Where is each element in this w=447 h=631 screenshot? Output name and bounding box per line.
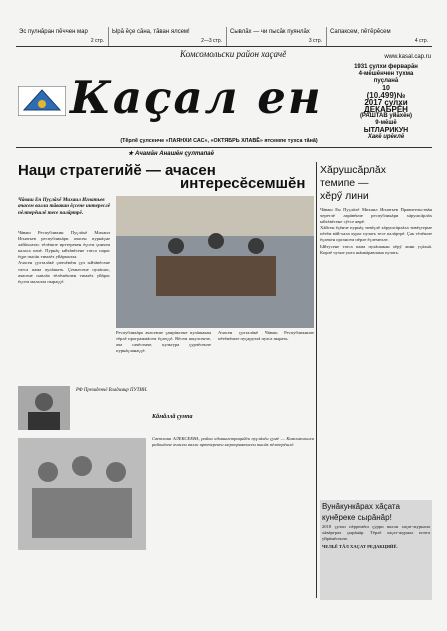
main-column-3 [218,330,314,385]
main-headline-part2: интересĕсемшĕн [180,175,306,192]
subscription-headline-1: Вунăкункăрах хăçата [322,502,400,511]
newspaper-subtitle: Комсомольски район хаçачĕ [180,49,287,59]
issue-number: 10 [382,85,390,92]
sidebar-headline-2: темипе — [320,177,369,189]
teaser-page: 4 стр. [414,38,428,44]
paragraph: Чăваш Ен Пуçлăхĕ Михаил Игнатьев Правительствăн черетлĕ ларăвĕнче республикăри хăрушсăрлăх ыйтăвĕсене сӳтсе яврĕ. [320,207,432,225]
president-caption: РФ Президенчĕ Владимир ПУТИН. [76,388,148,393]
article-lead: Чăваш Ен Пуçлăхĕ Михаил Игнатьев ачасем валли тăвакан ĕçсене интереслĕ пĕлтерĕшлĕ тесе палăртрĕ. [18,197,111,216]
issue-line: 2017 çулхи [364,98,408,107]
issue-line: 9-мĕшĕ [375,120,397,126]
teaser-3[interactable] [227,27,327,46]
teaser-text: Ырă ĕçе сăна, тăван ялсем! [112,29,190,35]
teaser-4[interactable] [327,27,432,46]
teaser-text: Сывлăх — чи пысăк пуянлăх [230,29,310,35]
masthead-divider [16,147,432,148]
teaser-text: Сапаксем, пĕтĕрĕсем [330,29,391,35]
main-column-1 [18,230,110,380]
history-strip: (Тĕрлĕ çулсенче «ПАЯНХИ САС», «ОКТЯБРЬ ХЛАВĔ» ятсемпе тухса тăнă) [120,138,318,144]
teaser-page: 3 стр. [308,38,322,44]
interview-block-text [152,436,314,496]
teaser-page: 2—3 стр. [201,38,222,44]
teaser-2[interactable] [109,27,227,46]
issue-line: 4-мĕшĕнчен тухма пуçланă [358,71,414,84]
teaser-text: Эс пулнăран пĕччен мар [19,29,88,35]
motto-line: ★ Ачамăн Анашĕн çултапаĕ [128,151,214,157]
issue-price: Хакĕ ирĕклĕ [367,134,405,140]
sidebar-column [320,207,432,492]
subscription-text: 2018 çулхи пĕрремĕш çурри валли хаçат-журнала хăвăртрах çырăнăр. Тĕрлĕ хаçат-журнал почта уйрăмĕсенче. [322,524,430,542]
website-url: www.kasal.cap.ru [384,54,431,60]
paragraph: Светлана АЛЕКСЕЕВА, район администрацийĕн пуçлăхĕн çумĕ — Комсомольски районĕнче ачасем валли ирттерекен мероприятисем пысăк пĕлтерĕшлĕ. [152,436,314,448]
sidebar-headline-3: хĕрӳ лини [320,190,369,202]
sidebar-headline-1: Хăрушсăрлăх [320,164,387,176]
subscription-note: ЧЕЛЬĔ ТĂЛ ХАÇАТ РЕДАКЦИЙĔ. [322,544,398,550]
paragraph: Чăваш Республикин Пуçлăхĕ Михаил Игнатьев республикăри ачасен пурнăçне лайăхлатас тĕлĕшпе ирттерекен ĕçсем çинчен каласа пачĕ. Пурнăç ыйтăвĕсене татса парас ĕçре пысăк тимлĕх уйăрмалла. [18,230,110,260]
meeting-photo [116,196,314,328]
president-photo [18,386,70,430]
newspaper-title: Каçал ен [70,71,323,124]
family-photo [18,438,146,550]
teaser-divider [16,46,432,47]
paragraph: Ачасен çулталăкĕ Чăваш Республикинче пĕтĕмĕшле пуçаруллă пулса пырать. [218,330,314,342]
sidebar-divider [316,162,317,598]
issue-line: ЫТЛАРИКУН [363,127,409,134]
subscription-headline-2: кунĕреке сырăнăр! [322,513,392,522]
issue-line: (10.499)№ [366,91,406,100]
subscription-box [320,500,432,600]
issue-info-box [349,64,423,140]
coat-of-arms-logo [18,86,66,116]
paragraph: Ачасен çулталăкĕ çиччĕмĕш çул ыйтăвĕсене татса пама пулăшать. Çемьесене пулăшас, ачасене сывлăх тĕлĕшĕнчен тимлĕх уйăрас ĕçсем малалла пыраççĕ. [18,260,110,284]
paragraph: Ыйтусене татса пама пулăшакан хĕрӳ лини уçăлнă. Кирлĕ чухне унта шăнкăравлама пулать. [320,243,432,255]
interview-block-title: Кăмăллă çумпа [152,414,193,420]
main-column-2 [116,330,211,385]
paragraph: Республикăра ачасемпе çамрăксене пулăшакан тĕрлĕ программăсем ĕçлеççĕ. Вĕсем шкулсенче, ача сачĕсенче, культура çурчĕсенче пурнăçланаççĕ. [116,330,211,354]
paragraph: Хăйсен ĕçĕнче пурнăç тивĕçлĕ хăрушсăрлăха тивĕçтерме пĕтĕм вăй-хала хурас пулать тесе палăртрĕ. Çак тĕлĕшпе ĕçлекен органсем пĕрле ĕçлемелле. [320,225,432,243]
teaser-page: 2 стр. [90,38,104,44]
issue-line: 1931 çулхи ферварăн [354,64,418,70]
issue-line: ДЕКАБРĔН [364,105,408,114]
issue-line: (РАШТАВ уйăхĕн) [359,113,413,119]
main-headline-part1: Наци стратегийĕ — ачасен [18,162,216,179]
teaser-1[interactable] [16,27,109,46]
